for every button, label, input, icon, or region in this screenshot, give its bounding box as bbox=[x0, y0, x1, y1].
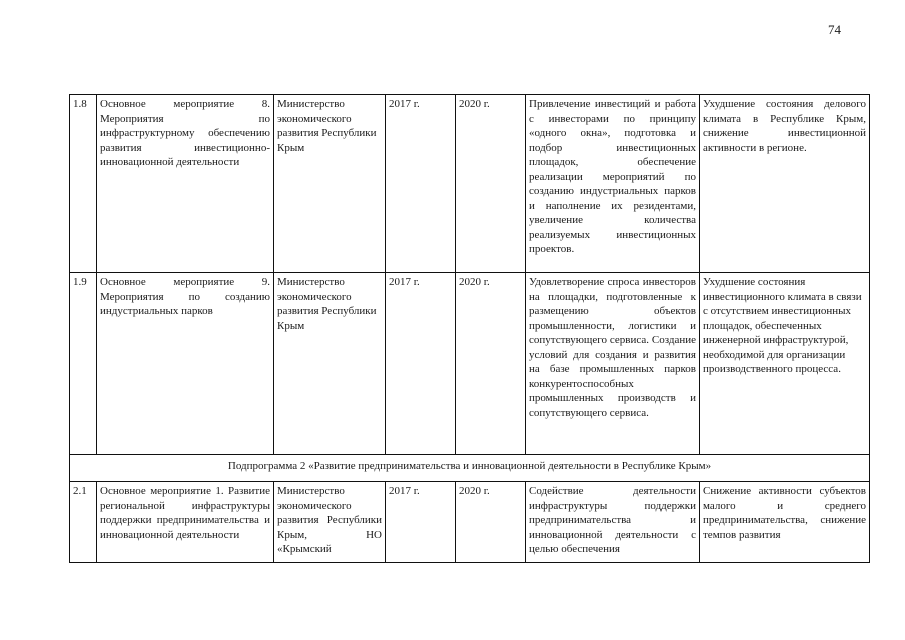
table-row bbox=[70, 482, 870, 563]
consequence-cell: Снижение активности субъектов малого и среднего предпринимательства, снижение темпов развития bbox=[700, 482, 870, 563]
result-cell: Содействие деятельности инфраструктуры поддержки предпринимательства и инновационной деятельности с целью обеспечения bbox=[526, 482, 700, 563]
subprogram-heading: Подпрограмма 2 «Развитие предпринимательства и инновационной деятельности в Республике Крым» bbox=[70, 455, 870, 482]
start-year-cell: 2017 г. bbox=[386, 482, 456, 563]
row-number: 2.1 bbox=[70, 482, 97, 563]
row-number: 1.9 bbox=[70, 273, 97, 455]
measures-table bbox=[69, 94, 870, 563]
end-year-cell: 2020 г. bbox=[456, 273, 526, 455]
result-cell: Привлечение инвестиций и работа с инвесторами по принципу «одного окна», подготовка и подбор инвестиционных площадок, обеспечение реализации мероприятий по созданию индустриальных парков и наполнение их резидентами, увеличение количества реализуемых инвестиционных проектов. bbox=[526, 95, 700, 273]
row-number: 1.8 bbox=[70, 95, 97, 273]
start-year-cell: 2017 г. bbox=[386, 95, 456, 273]
table-row bbox=[70, 95, 870, 273]
result-cell: Удовлетворение спроса инвесторов на площадки, подготовленные к размещению объектов промышленности, логистики и сопутствующего сервиса. Создание условий для создания и развития на базе промышленных парков конкурентоспособных промышленных производств и сопутствующего сервиса. bbox=[526, 273, 700, 455]
start-year-cell: 2017 г. bbox=[386, 273, 456, 455]
event-cell: Основное мероприятие 8. Мероприятия по инфраструктурному обеспечению развития инвестиционно-инновационной деятельности bbox=[97, 95, 274, 273]
page-number: 74 bbox=[828, 22, 841, 37]
consequence-cell: Ухудшение состояния делового климата в Республике Крым, снижение инвестиционной активности в регионе. bbox=[700, 95, 870, 273]
end-year-cell: 2020 г. bbox=[456, 482, 526, 563]
executor-cell: Министерство экономического развития Республики Крым bbox=[274, 273, 386, 455]
subprogram-row bbox=[70, 455, 870, 482]
end-year-cell: 2020 г. bbox=[456, 95, 526, 273]
event-cell: Основное мероприятие 9. Мероприятия по созданию индустриальных парков bbox=[97, 273, 274, 455]
event-cell: Основное мероприятие 1. Развитие региональной инфраструктуры поддержки предпринимательства и инновационной деятельности bbox=[97, 482, 274, 563]
executor-cell: Министерство экономического развития Республики Крым bbox=[274, 95, 386, 273]
consequence-cell: Ухудшение состояния инвестиционного климата в связи с отсутствием инвестиционных площадок, обеспеченных инженерной инфраструктурой, необходимой для организации производственного процесса. bbox=[700, 273, 870, 455]
table-row bbox=[70, 273, 870, 455]
executor-cell: Министерство экономического развития Республики Крым, НО «Крымский bbox=[274, 482, 386, 563]
